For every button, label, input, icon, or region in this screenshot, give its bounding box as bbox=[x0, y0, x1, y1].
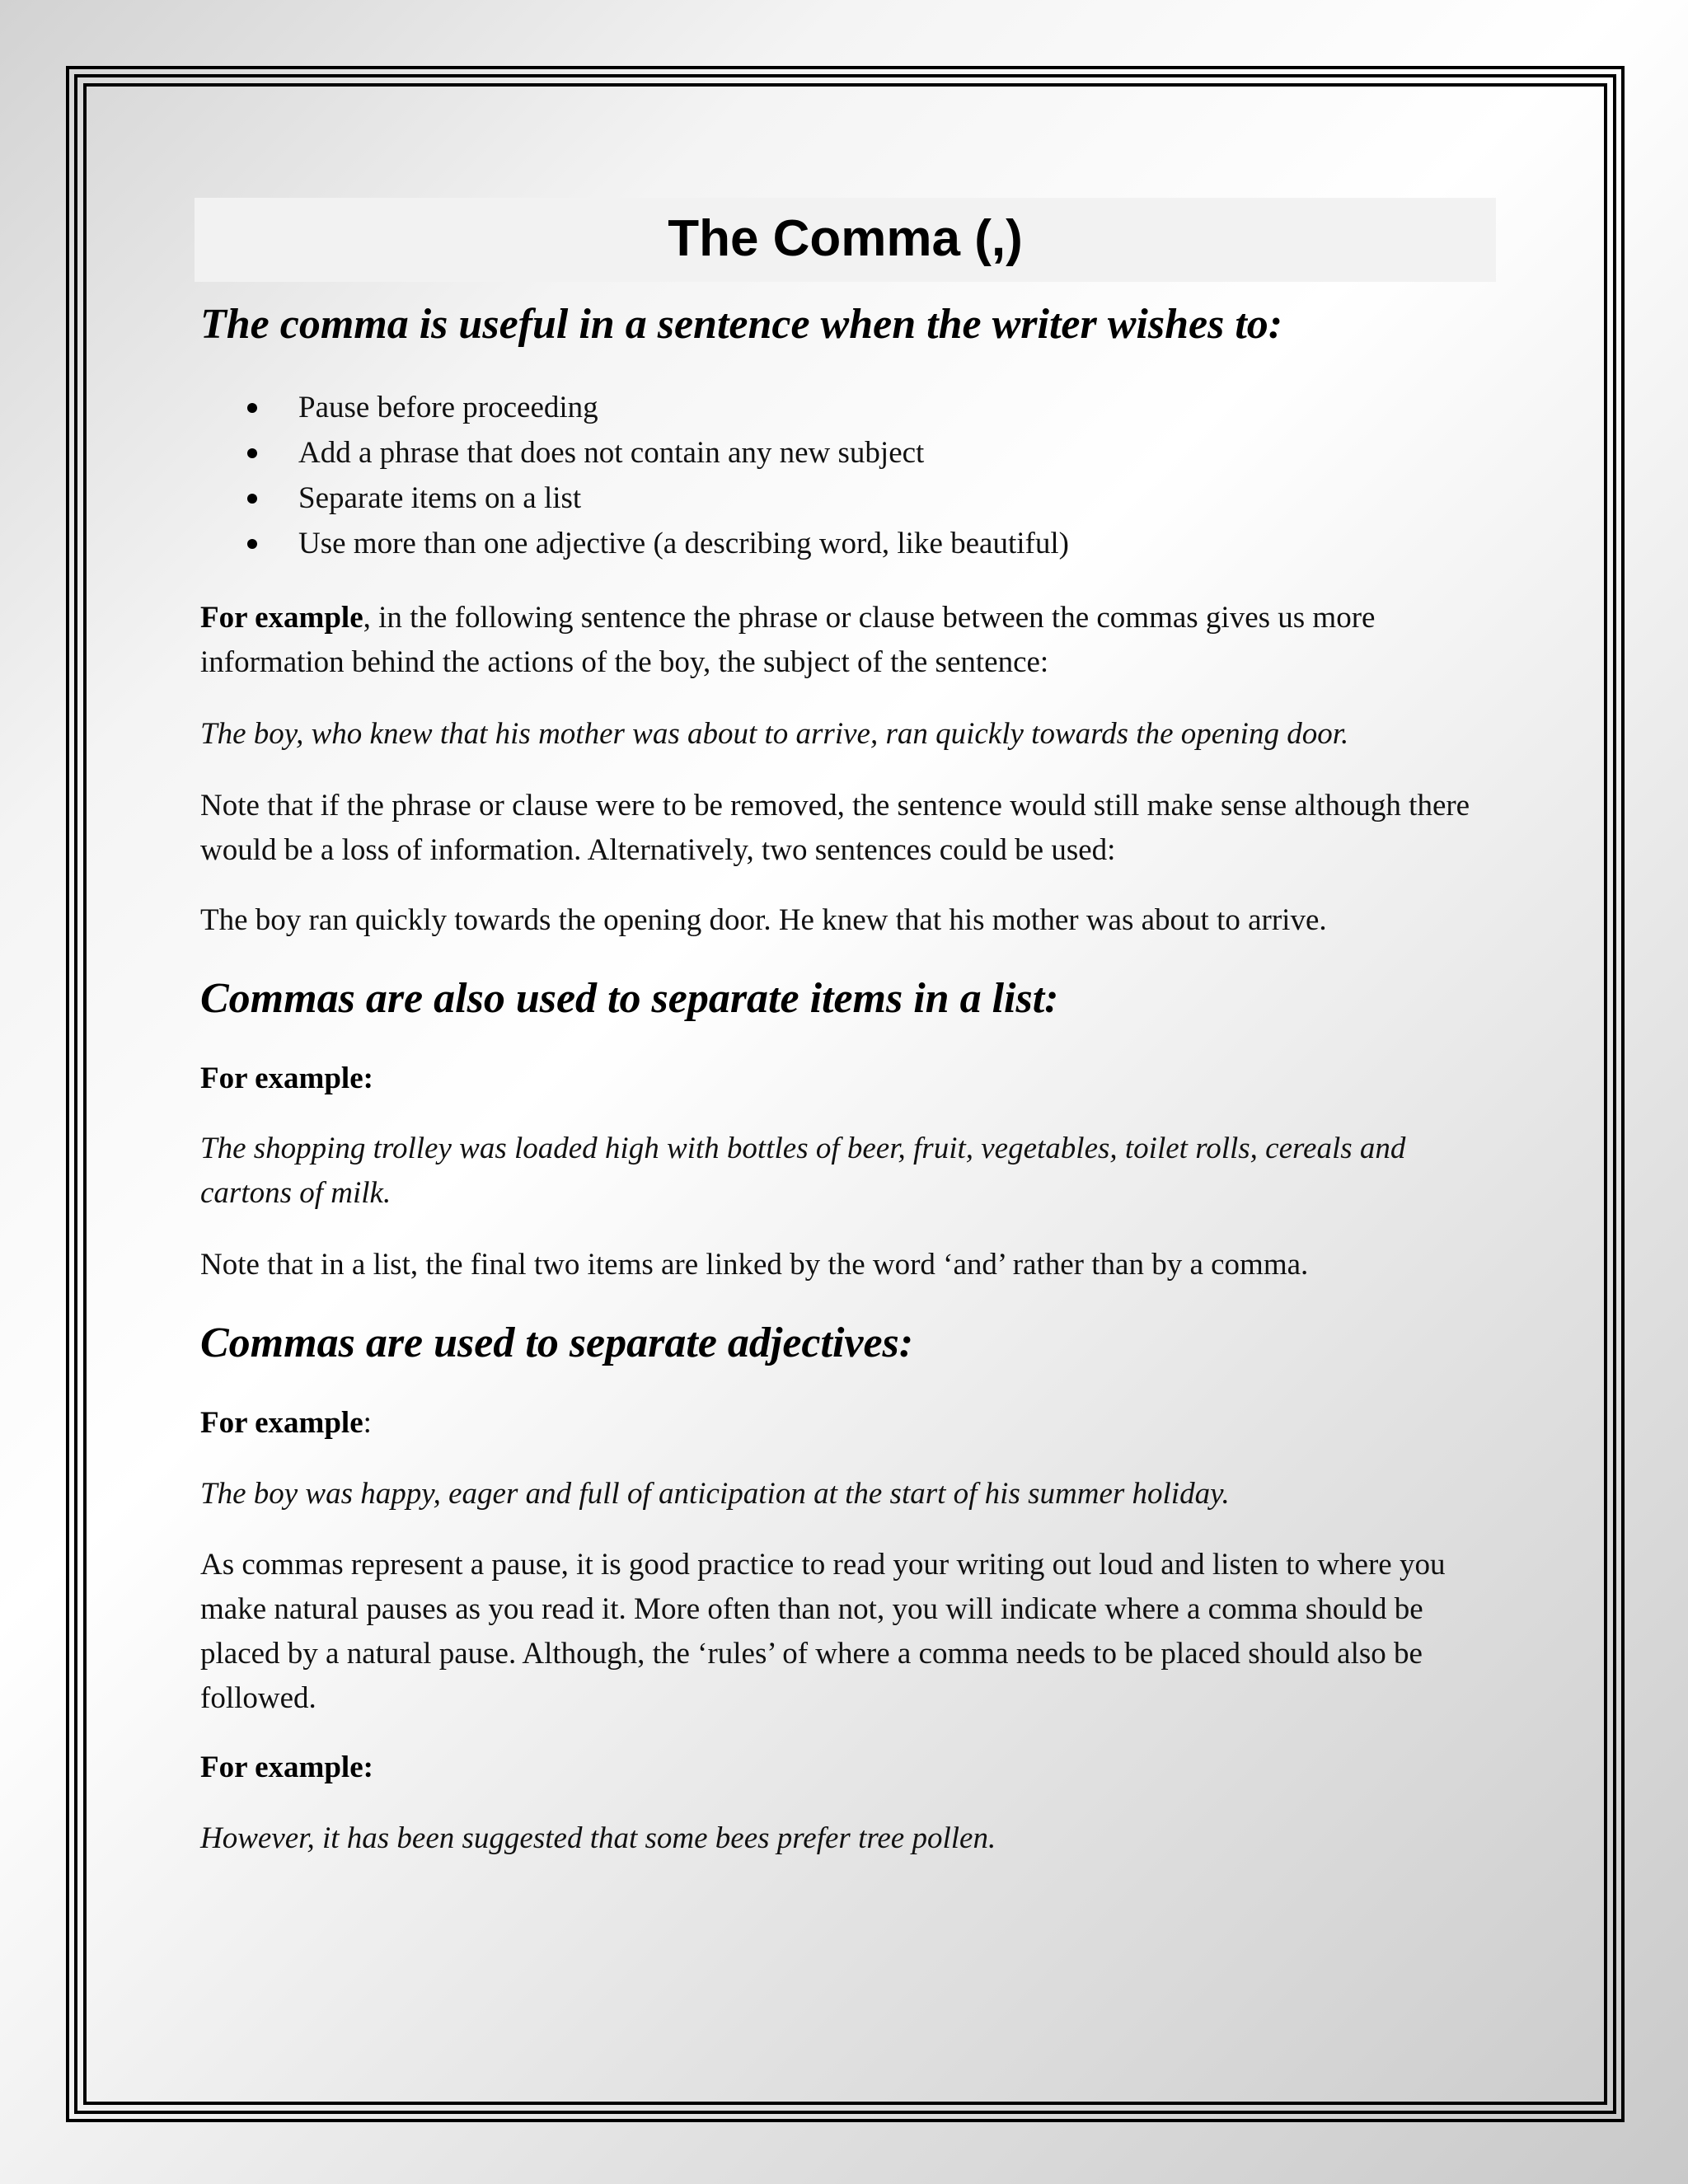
section3-heading: Commas are used to separate adjectives: bbox=[200, 1319, 914, 1366]
example-intro: For example, in the following sentence the phrase or clause between the commas gives us more information behind the actions of the boy, the subject of the sentence: bbox=[200, 601, 1376, 679]
section1-heading: The comma is useful in a sentence when the writer wishes to: bbox=[200, 301, 1283, 348]
example-label: For example: bbox=[200, 1406, 372, 1440]
bullet-icon bbox=[247, 539, 257, 549]
list-item: Use more than one adjective (a describing word, like beautiful) bbox=[239, 521, 1069, 566]
list-item: Add a phrase that does not contain any new subject bbox=[239, 430, 1069, 476]
example-label: For example bbox=[200, 601, 363, 635]
section2-heading: Commas are also used to separate items in a list: bbox=[200, 975, 1059, 1022]
list-item: Separate items on a list bbox=[239, 476, 1069, 521]
example-sentence: However, it has been suggested that some bees prefer tree pollen. bbox=[200, 1821, 996, 1855]
note-paragraph: Note that in a list, the final two items are linked by the word ‘and’ rather than by a comma. bbox=[200, 1248, 1309, 1282]
example-label: For example: bbox=[200, 1750, 373, 1784]
page-title: The Comma (,) bbox=[668, 210, 1023, 267]
purpose-list bbox=[239, 385, 1069, 566]
note-paragraph: Note that if the phrase or clause were to be removed, the sentence would still make sense although there would be a loss of information. Alternatively, two sentences could be used: bbox=[200, 789, 1470, 867]
example-sentence: The shopping trolley was loaded high with bottles of beer, fruit, vegetables, toilet rolls, cereals and cartons of milk. bbox=[200, 1132, 1406, 1210]
list-item: Pause before proceeding bbox=[239, 385, 1069, 430]
advice-paragraph: As commas represent a pause, it is good practice to read your writing out loud and listen to where you make natural pauses as you read it. More often than not, you will indicate where a comma should be placed by a natural pause. Although, the ‘rules’ of where a comma needs to be placed should also be followed. bbox=[200, 1548, 1446, 1715]
alternative-sentences: The boy ran quickly towards the opening door. He knew that his mother was about to arrive. bbox=[200, 903, 1327, 937]
bullet-icon bbox=[247, 448, 257, 458]
bullet-icon bbox=[247, 403, 257, 413]
bullet-icon bbox=[247, 494, 257, 504]
example-sentence: The boy was happy, eager and full of anticipation at the start of his summer holiday. bbox=[200, 1477, 1230, 1511]
example-label: For example: bbox=[200, 1062, 373, 1095]
example-sentence: The boy, who knew that his mother was about to arrive, ran quickly towards the opening door. bbox=[200, 717, 1349, 751]
